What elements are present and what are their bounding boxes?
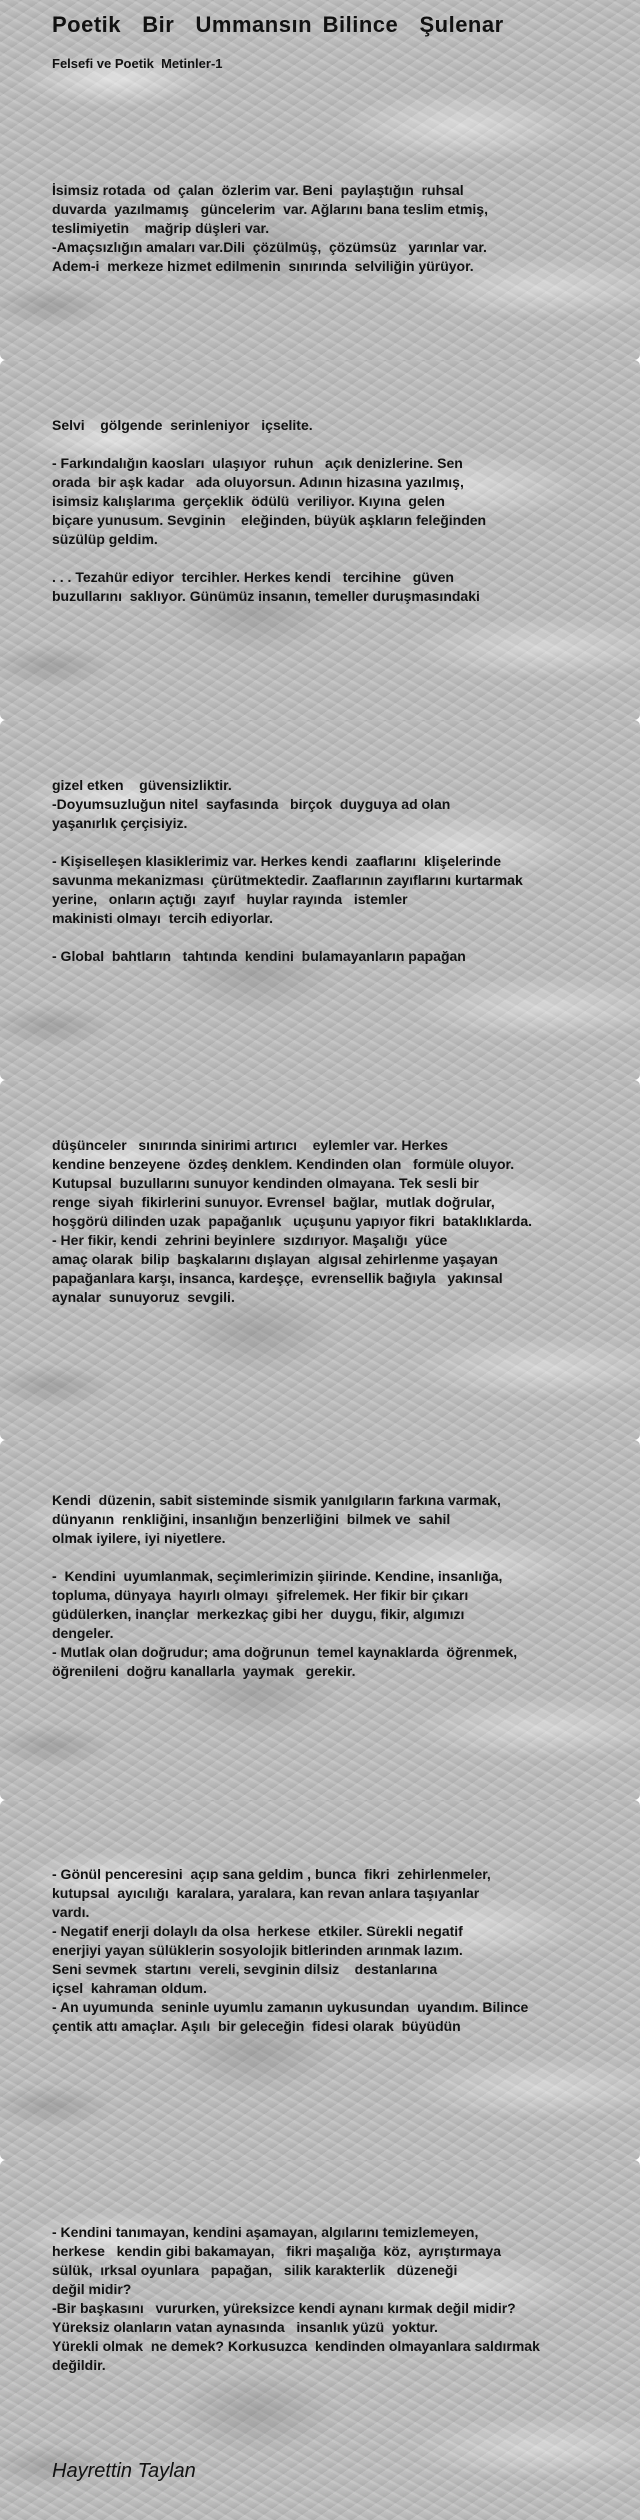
text-line: öğrenileni doğru kanallarla yaymak gerekir. [52, 1663, 356, 1679]
text-line [52, 549, 632, 568]
text-line: Kutupsal buzullarını sunuyor kendinden olmayana. Tek sesli bir [52, 1175, 479, 1191]
text-block-1 [52, 181, 632, 276]
text-line: topluma, dünyaya hayırlı olmayı şifrelemek. Her fikir bir çıkarı [52, 1587, 469, 1603]
text-line: orada bir aşk kadar ada oluyorsun. Adının hizasına yazılmış, [52, 474, 464, 490]
text-line: - Kendini tanımayan, kendini aşamayan, algılarını temizlemeyen, [52, 2224, 479, 2240]
text-line: vardı. [52, 1904, 90, 1920]
text-block-3 [52, 776, 632, 966]
text-line: dengeler. [52, 1625, 114, 1641]
text-line: Yüreksiz olanların vatan aynasında insanlık yüzü yoktur. [52, 2319, 438, 2335]
text-line: -Doyumsuzluğun nitel sayfasında birçok duyguya ad olan [52, 796, 451, 812]
text-line: Kendi düzenin, sabit sisteminde sismik yanılgıların farkına varmak, [52, 1492, 501, 1508]
text-line: kutupsal ayıcılığı karalara, yaralara, kan revan anlara taşıyanlar [52, 1885, 480, 1901]
text-line: duvarda yazılmamış güncelerim var. Ağlarını bana teslim etmiş, [52, 201, 488, 217]
text-line: çentik attı amaçlar. Aşılı bir geleceğin fidesi olarak büyüdün [52, 2018, 461, 2034]
text-block-6 [52, 1865, 632, 2036]
text-line: isimsiz kalışlarıma gerçeklik ödülü veriliyor. Kıyına gelen [52, 493, 445, 509]
text-line: buzullarını saklıyor. Günümüz insanın, temeller duruşmasındaki [52, 588, 480, 604]
text-line: . . . Tezahür ediyor tercihler. Herkes kendi tercihine güven [52, 569, 454, 585]
text-line: İsimsiz rotada od çalan özlerim var. Beni paylaştığın ruhsal [52, 182, 464, 198]
text-line: süzülüp geldim. [52, 531, 158, 547]
text-line [52, 833, 632, 852]
text-line: Seni sevmek startını vereli, sevginin dilsiz destanlarına [52, 1961, 438, 1977]
text-line: - Kişiselleşen klasiklerimiz var. Herkes kendi zaaflarını klişelerinde [52, 853, 502, 869]
page-title: Poetik Bir Ummansın Bilince Şulenar [52, 12, 504, 37]
text-line: - Global bahtların tahtında kendini bulamayanların papağan [52, 948, 466, 964]
text-line: Yürekli olmak ne demek? Korkusuzca kendinden olmayanlara saldırmak [52, 2338, 540, 2354]
text-line: dünyanın renkliğini, insanlığın benzerliğini bilmek ve sahil [52, 1511, 451, 1527]
text-line: -Amaçsızlığın amaları var.Dili çözülmüş, çözümsüz yarınlar var. [52, 239, 487, 255]
text-line: hoşgörü dilinden uzak papağanlık uçuşunu yapıyor fikri bataklıklarda. [52, 1213, 532, 1229]
text-line: değil midir? [52, 2281, 132, 2297]
text-line: yerine, onların açtığı zayıf huylar rayında istemler [52, 891, 408, 907]
text-line [52, 928, 632, 947]
text-line: - Mutlak olan doğrudur; ama doğrunun temel kaynaklarda öğrenmek, [52, 1644, 518, 1660]
text-line: biçare yunusum. Sevginin eleğinden, büyük aşkların feleğinden [52, 512, 487, 528]
text-line [52, 435, 632, 454]
text-line: yaşanırlık çerçisiyiz. [52, 815, 188, 831]
text-block-5 [52, 1491, 632, 1681]
text-line: - Her fikir, kendi zehrini beyinlere sızdırıyor. Maşalığı yüce [52, 1232, 448, 1248]
text-block-7 [52, 2223, 632, 2375]
text-line: Selvi gölgende serinleniyor içselite. [52, 417, 313, 433]
text-line: olmak iyilere, iyi niyetlere. [52, 1530, 226, 1546]
text-line: renge siyah fikirlerini sunuyor. Evrensel bağlar, mutlak doğrular, [52, 1194, 495, 1210]
text-block-2 [52, 416, 632, 606]
text-line: kendine benzeyene özdeş denklem. Kendinden olan formüle oluyor. [52, 1156, 515, 1172]
text-line: Adem-i merkeze hizmet edilmenin sınırında selviliğin yürüyor. [52, 258, 474, 274]
text-line: - Farkındalığın kaosları ulaşıyor ruhun açık denizlerine. Sen [52, 455, 463, 471]
text-line: amaç olarak bilip başkalarını dışlayan algısal zehirlenme yaşayan [52, 1251, 498, 1267]
text-line: - Negatif enerji dolaylı da olsa herkese etkiler. Sürekli negatif [52, 1923, 463, 1939]
text-line: savunma mekanizması çürütmektedir. Zaaflarının zayıflarını kurtarmak [52, 872, 523, 888]
text-line: enerjiyi yayan sülüklerin sosyolojik bitlerinden arınmak lazım. [52, 1942, 463, 1958]
text-line: içsel kahraman oldum. [52, 1980, 207, 1996]
author-signature: Hayrettin Taylan [52, 2460, 196, 2482]
text-line: -Bir başkasını vururken, yüreksizce kendi aynanı kırmak değil midir? [52, 2300, 516, 2316]
text-line: düşünceler sınırında sinirimi artırıcı eylemler var. Herkes [52, 1137, 449, 1153]
text-line: gizel etken güvensizliktir. [52, 777, 232, 793]
text-line: - Kendini uyumlanmak, seçimlerimizin şiirinde. Kendine, insanlığa, [52, 1568, 503, 1584]
text-line: papağanlara karşı, insanca, kardeşçe, evrensellik bağıyla yakınsal [52, 1270, 503, 1286]
page-subtitle: Felsefi ve Poetik Metinler-1 [52, 56, 223, 71]
text-line: sülük, ırksal oyunlara papağan, silik karakterlik düzeneği [52, 2262, 458, 2278]
text-line: güdülerken, inançlar merkezkaç gibi her duygu, fikir, algımızı [52, 1606, 465, 1622]
text-block-4 [52, 1136, 632, 1307]
text-line: aynalar sunuyoruz sevgili. [52, 1289, 235, 1305]
text-line: makinisti olmayı tercih ediyorlar. [52, 910, 273, 926]
text-line [52, 1548, 632, 1567]
text-line: - An uyumunda seninle uyumlu zamanın uykusundan uyandım. Bilince [52, 1999, 529, 2015]
text-line: - Gönül penceresini açıp sana geldim , bunca fikri zehirlenmeler, [52, 1866, 491, 1882]
text-line: teslimiyetin mağrip düşleri var. [52, 220, 270, 236]
text-line: herkese kendin gibi bakamayan, fikri maşalığa köz, ayrıştırmaya [52, 2243, 501, 2259]
text-line: değildir. [52, 2357, 106, 2373]
